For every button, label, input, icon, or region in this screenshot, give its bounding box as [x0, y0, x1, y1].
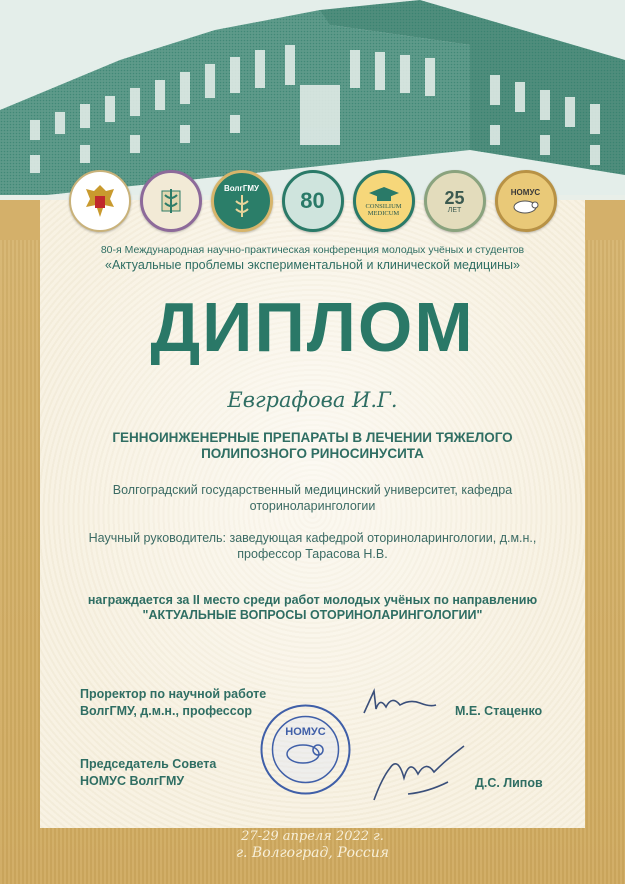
signatory-1-name: М.Е. Стаценко	[455, 704, 543, 718]
consilium-text: CONSILIUM	[365, 203, 402, 210]
stamp-text: НОМУС	[285, 726, 326, 738]
conference-line-2: «Актуальные проблемы экспериментальной и клинической медицины»	[105, 258, 520, 272]
scientific-supervisor: Научный руководитель: заведующая кафедрой оториноларингологии, д.м.н., профессор Тарасова Н.В.	[88, 531, 537, 561]
award-line-2: "АКТУАЛЬНЫЕ ВОПРОСЫ ОТОРИНОЛАРИНГОЛОГИИ"	[142, 608, 483, 622]
signatory-2-title-line-2: НОМУС ВолгГМУ	[80, 774, 185, 788]
anniversary-80-icon	[282, 170, 344, 232]
signatory-2-title-line-1: Председатель Совета	[80, 757, 217, 771]
event-dates: 27-29 апреля 2022 г.	[241, 829, 384, 844]
signatory-1-title-line-1: Проректор по научной работе	[80, 687, 267, 701]
signatory-2-name: Д.С. Липов	[475, 776, 543, 790]
signatory-1-title	[80, 686, 266, 720]
university-affiliation: Волгоградский государственный медицинский университет, кафедра оториноларингологии	[112, 483, 513, 513]
work-topic: ГЕННОИНЖЕНЕРНЫЕ ПРЕПАРАТЫ В ЛЕЧЕНИИ ТЯЖЕЛОГО ПОЛИПОЗНОГО РИНОСИНУСИТА	[112, 430, 513, 461]
anniversary-80-text: 80	[300, 188, 325, 213]
event-place: г. Волгоград, Россия	[235, 845, 390, 861]
recipient-name: Евграфова И.Г.	[227, 388, 398, 412]
conference-title	[0, 244, 625, 272]
signature-1-icon	[360, 685, 440, 720]
signatory-2-title	[80, 756, 216, 790]
footer	[0, 828, 625, 862]
anniversary-25-number: 25	[444, 187, 465, 208]
volggmu-logo-icon	[211, 170, 273, 232]
ministry-emblem-icon	[140, 170, 202, 232]
award-line-1: награждается за II место среди работ молодых учёных по направлению	[87, 593, 538, 607]
signature-2-icon	[368, 738, 478, 808]
nomus-stamp-icon	[258, 702, 353, 797]
logo-row	[0, 170, 625, 232]
volggmu-logo-text: ВолгГМУ	[223, 183, 260, 193]
consilium-medicum-icon	[353, 170, 415, 232]
nomus-logo-icon	[495, 170, 557, 232]
russia-coat-of-arms-icon	[69, 170, 131, 232]
conference-line-1: 80-я Международная научно-практическая конференция молодых учёных и студентов	[100, 244, 525, 256]
diploma-title: ДИПЛОМ	[150, 288, 475, 366]
anniversary-25-label: ЛЕТ	[447, 206, 462, 214]
award-text	[55, 593, 570, 623]
anniversary-25-icon	[424, 170, 486, 232]
signatory-1-title-line-2: ВолгГМУ, д.м.н., профессор	[80, 704, 252, 718]
nomus-logo-text: НОМУС	[510, 187, 541, 197]
medicum-text: MEDICUM	[367, 210, 400, 217]
